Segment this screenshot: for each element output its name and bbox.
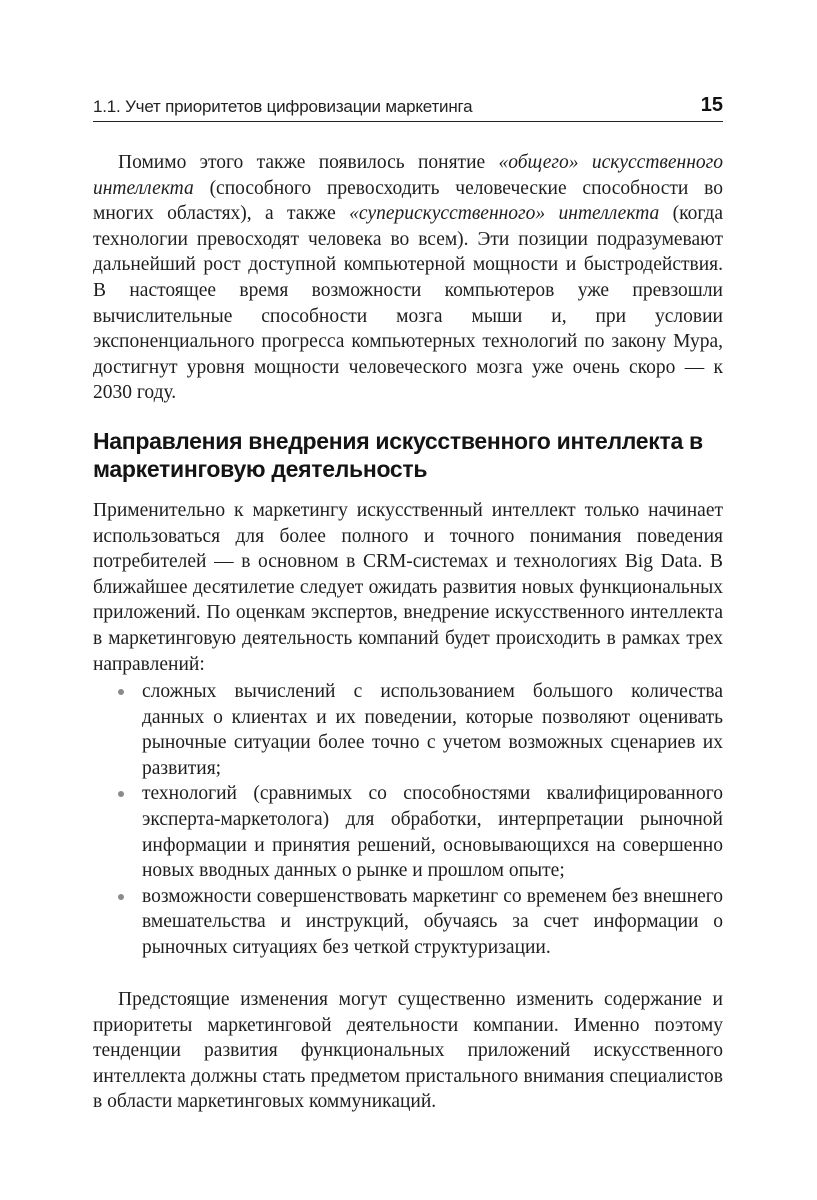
paragraph-intro-text-2: (способного превосходить человеческие способности во многих областях), а также [93, 177, 723, 225]
term-super-ai: «суперискусственного» интеллекта [349, 203, 660, 225]
paragraph-conclusion: Предстоящие изменения могут существенно изменить содержание и приоритеты маркетинговой деятельности компании. Именно поэтому тенденции развития функциональных приложений искусственного интеллекта должны стать предметом пристального внимания специалистов в области маркетинговых коммуникаций. [93, 989, 723, 1113]
list-item-text: возможности совершенствовать маркетинг со временем без внешнего вмешательства и инструкций, обучаясь за счет информации о рыночных ситуациях без четкой структуризации. [142, 885, 723, 958]
list-item-text: технологий (сравнимых со способностями квалифицированного эксперта-маркетолога) для обработки, интерпретации рыночной информации и принятия решений, основывающихся на совершенно новых вводных данных о рынке и прошлом опыте; [142, 783, 723, 882]
running-title: 1.1. Учет приоритетов цифровизации маркетинга [93, 97, 473, 116]
list-item [93, 884, 723, 961]
list-item-text: сложных вычислений с использованием большого количества данных о клиентах и их поведении, которые позволяют оценивать рыночные ситуации более точно с учетом возможных сценариев их развития; [142, 681, 723, 779]
page-number: 15 [700, 94, 723, 116]
list-item [93, 679, 723, 781]
list-item [93, 781, 723, 883]
running-header [93, 93, 723, 122]
bullet-icon [118, 894, 124, 900]
paragraph-intro [93, 150, 723, 406]
bullet-icon [118, 689, 124, 695]
section-heading: Направления внедрения искусственного интеллекта в маркетинговую деятельность [93, 428, 703, 482]
paragraph-intro-text-1: Помимо этого также появилось понятие [118, 152, 499, 173]
directions-list [93, 679, 723, 961]
term-general-ai: «общего» искусственного интеллекта [93, 152, 723, 199]
paragraph-ai-in-marketing: Применительно к маркетингу искусственный интеллект только начинает использоваться для более полного и точного понимания поведения потребителей — в основном в CRM-системах и технологиях Big Data. В ближайшее десятилетие следует ожидать развития новых функциональных приложений. По оценкам экспертов, внедрение искусственного интеллекта в маркетинговую деятельность компаний будет происходить в рамках трех направлений: [93, 500, 723, 675]
paragraph-intro-text-3: (когда технологии превосходят человека во всем). Эти позиции подразумевают дальнейший рост доступной компьютерной мощности и быстродействия. В настоящее время возможности компьютеров уже превзошли вычислительные способности мозга мыши и, при условии экспоненциального прогресса компьютерных технологий по закону Мура, достигнут уровня мощности человеческого мозга уже очень скоро — к 2030 году. [93, 203, 723, 404]
bullet-icon [118, 791, 124, 797]
